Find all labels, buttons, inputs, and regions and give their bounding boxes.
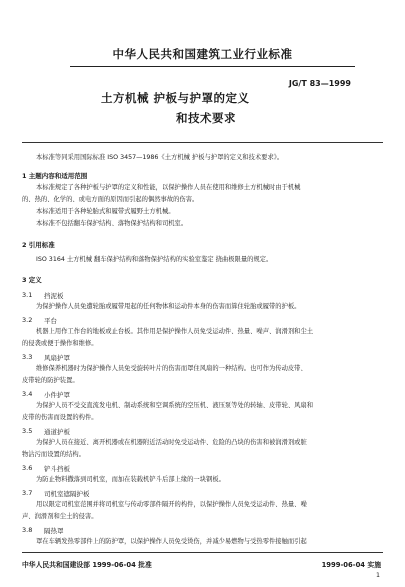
definition-number: 3.6 [22,464,33,472]
definition-line: 用以限定司机室范围并将司机室与传动零部件隔开的构件，以保护操作人员免受运动件、热量、噪 [36,501,307,508]
section-1-line: 本标准不包括翻车保护结构、落物保护结构和司机室。 [36,220,188,227]
intro-paragraph: 本标准等同采用国际标准 ISO 3457—1986《土方机械 护板与护罩的定义和技术要求》。 [36,154,284,161]
definition-line: 的侵袭或便于操作和维修。 [22,340,98,347]
definition-number: 3.8 [22,526,33,534]
definition-line: 为保护人员不受交直流发电机、制动系统和空调系统的空压机、液压泵等处的转轴、皮带轮、风扇和 [36,402,314,409]
section-1-line: 本标准适用于各种轮胎式和履带式履野土方机械。 [36,208,175,215]
definition-line: 机器上用作工作台的地板或止台板。其作用是保护操作人员免受运动件、热量、噪声、润滑剂和尘土 [36,328,314,335]
standard-title: 中华人民共和国建筑工业行业标准 [112,47,293,61]
section-3-heading: 3 定义 [22,276,42,284]
definition-number: 3.3 [22,353,33,361]
document-title-line-2: 和技术要求 [176,111,236,125]
definition-line: 声、润滑剂和尘土的侵害。 [22,513,98,520]
definition-term: 铲斗挡板 [44,465,70,473]
definition-line: 物沾污而设置的结构。 [22,451,85,458]
section-1-heading: 1 主题内容和适用范围 [22,172,88,180]
definition-number: 3.1 [22,291,33,299]
definition-term: 风扇护罩 [44,354,70,362]
definition-line: 为保护操作人员免遭轮胎或履带甩起的任何物体和运动件本身的伤害而算住轮胎或履带的护板。 [36,303,301,310]
definition-line: 皮带轮的防护装置。 [22,377,79,384]
definition-term: 隔热罩 [44,527,64,535]
definition-number: 3.7 [22,489,33,497]
definition-line: 罩在车辆发热零部件上的防护罩，以保护操作人员免受烫伤，并减少易燃物与受热零件接触而引起 [36,538,307,545]
definition-term: 通道护板 [44,428,70,436]
definition-number: 3.5 [22,427,33,435]
section-1-line: 的、热的、化学的、或电方面的原因而引起的偶然事故的伤害。 [22,196,199,203]
section-2-reference: ISO 3164 土方机械 翻车保护结构和落物保护结构的实验室鉴定 挠曲极限量的规定。 [36,256,273,263]
definition-line: 为防止物料撒落到司机室，而加在装载机铲斗后部上缘的一块钢板。 [36,476,225,483]
definition-line: 维修保养机器时为保护操作人员免受旋转叶片的伤害而罩住风扇的一种结构。也可作为传动皮带、 [36,365,307,372]
approval-date: 中华人民共和国建设部 1999-06-04 批准 [22,561,152,569]
title-divider [22,142,383,143]
standard-code: JG/T 83—1999 [288,79,351,88]
effective-date: 1999-06-04 实施 [321,561,381,569]
page-number: 1 [375,572,380,579]
section-1-line: 本标准规定了各种护板与护罩的定义和性能，以保护操作人员在使用和维修土方机械时由于机械 [36,184,301,191]
footer-divider [22,552,383,553]
definition-number: 3.4 [22,390,33,398]
definition-number: 3.2 [22,316,33,324]
document-title-line-1: 土方机械 护板与护罩的定义 [101,91,250,105]
definition-term: 平台 [44,317,57,325]
definition-term: 司机室遮隔护板 [44,490,90,498]
header-divider [70,66,355,67]
definition-line: 皮带的伤害而设置的构件。 [22,414,98,421]
definition-term: 挡泥板 [44,292,64,300]
section-2-heading: 2 引用标准 [22,241,55,249]
definition-term: 小件护罩 [44,391,70,399]
definition-line: 为保护人员在接近、离开机器或在机器附近活动时免受运动件、危险的凸块的伤害和被润滑剂或脏 [36,439,307,446]
